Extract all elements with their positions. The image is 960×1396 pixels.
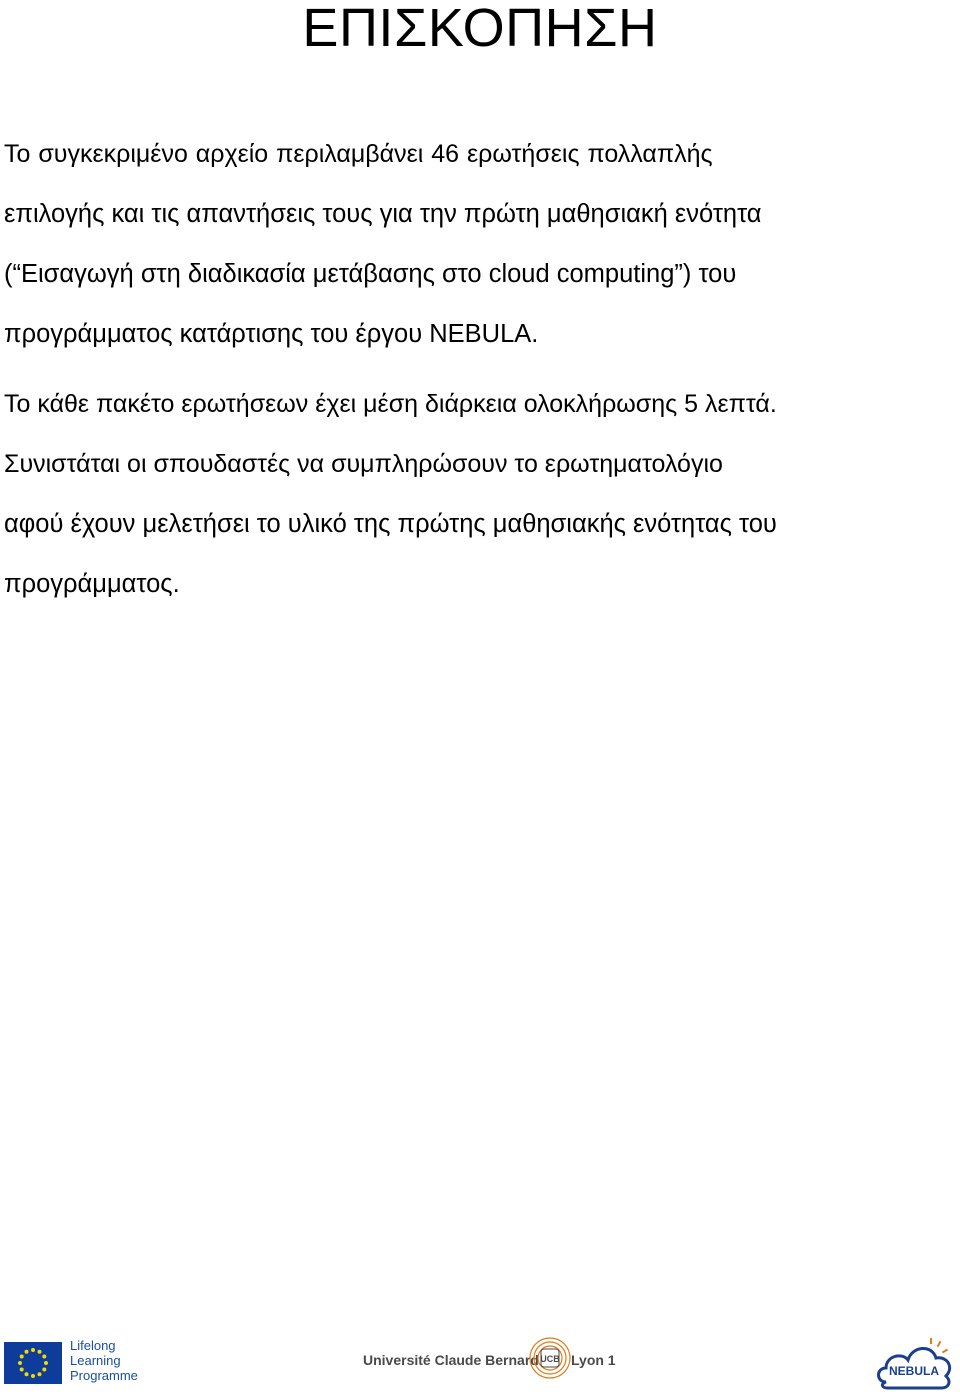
ucb-logo-icon — [528, 1327, 572, 1389]
paragraph-1-line-3: (“Εισαγωγή στη διαδικασία μετάβασης στο cloud computing”) του — [4, 260, 737, 288]
logo-footer — [0, 662, 960, 1383]
paragraph-3-line-2: αφού έχουν μελετήσει το υλικό της πρώτης μαθησιακής ενότητας του — [4, 510, 777, 538]
paragraph-1-line-4: προγράμματος κατάρτισης του έργου NEBULA. — [4, 320, 539, 348]
paragraph-3-line-3: προγράμματος. — [4, 570, 180, 598]
ucb-name-right: Lyon 1 — [571, 1352, 616, 1368]
paragraph-1-line-2: επιλογής και τις απαντήσεις τους για την πρώτη μαθησιακή ενότητα — [4, 200, 762, 228]
slide-title: ΕΠΙΣΚΟΠΗΣΗ — [302, 0, 658, 58]
ucb-mark-text: UCB — [540, 1354, 560, 1364]
llp-line: Programme — [70, 1368, 138, 1383]
nebula-label: NEBULA — [889, 1364, 939, 1378]
llp-logo-text — [70, 1338, 160, 1383]
llp-line: Lifelong — [70, 1338, 116, 1353]
paragraph-1-line-1: Το συγκεκριμένο αρχείο περιλαμβάνει 46 ερωτήσεις πολλαπλής — [4, 140, 713, 168]
paragraph-3-line-1: Συνιστάται οι σπουδαστές να συμπληρώσουν το ερωτηματολόγιο — [4, 450, 723, 478]
nebula-cloud-icon — [872, 1330, 958, 1396]
ucb-name-left: Université Claude Bernard — [363, 1352, 539, 1368]
paragraph-2: Το κάθε πακέτο ερωτήσεων έχει μέση διάρκεια ολοκλήρωσης 5 λεπτά. — [4, 390, 777, 418]
llp-line: Learning — [70, 1353, 121, 1368]
eu-flag-icon — [4, 1342, 62, 1384]
